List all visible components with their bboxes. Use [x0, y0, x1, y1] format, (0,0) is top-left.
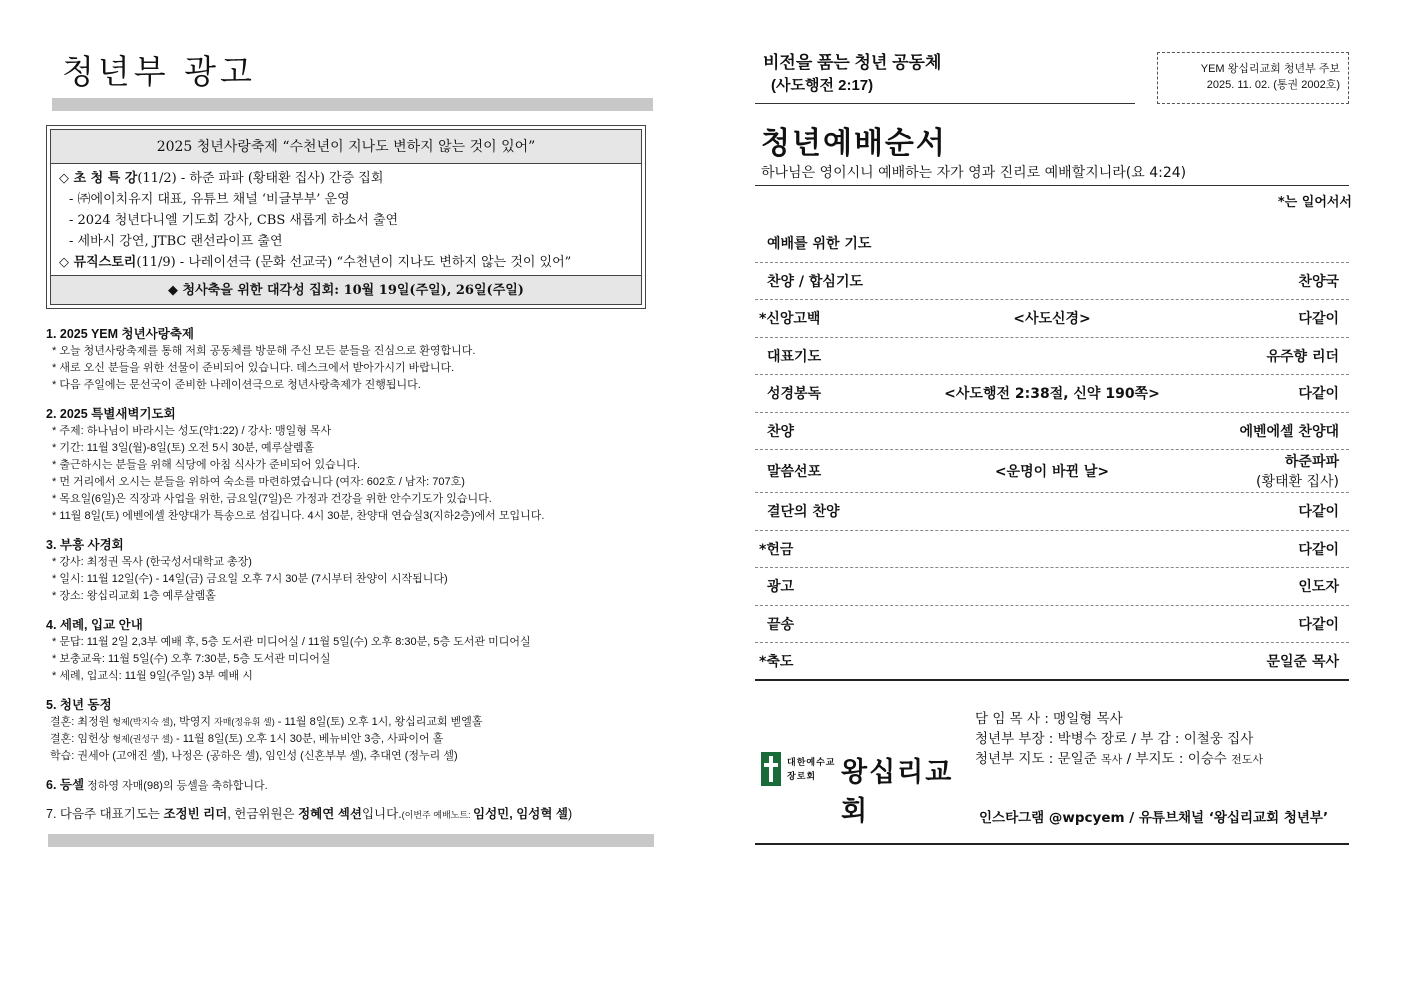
staff-text: / 부지도 : 이승수 [1122, 751, 1232, 767]
church-name: 왕십리교회 [841, 757, 954, 827]
staff-text: 청년부 지도 : 문일준 [975, 751, 1102, 767]
order-item-person: 에벤에셀 찬양대 [1239, 423, 1339, 440]
worship-note-cells: 임성민, 임성혁 셀 [473, 807, 568, 821]
order-item-person: 다같이 [1298, 541, 1339, 558]
notice-list [46, 325, 658, 823]
order-item-name: 대표기도 [767, 348, 822, 365]
notice-item: * 장소: 왕십리교회 1층 예루살렘홀 [52, 590, 216, 602]
special-lecture-item: - 세바시 강연, JTBC 랜선라이프 출연 [69, 234, 283, 249]
notice-heading: 3. 부흥 사경회 [46, 538, 124, 552]
special-lecture-item: - 2024 청년다니엘 기도회 강사, CBS 새롭게 하소서 출연 [69, 213, 399, 228]
verse-divider [755, 185, 1349, 186]
special-lecture-label: ◇ 초 청 특 강 [59, 171, 138, 186]
notice-item: * 출근하시는 분들을 위해 식당에 아침 식사가 준비되어 있습니다. [52, 459, 361, 471]
notice-heading: 2. 2025 특별새벽기도회 [46, 407, 176, 421]
notice-item: * 오늘 청년사랑축제를 통해 저희 공동체를 방문해 주신 모든 분들을 진심으로 환영합니다. [52, 345, 476, 357]
order-item-person: 찬양국 [1298, 273, 1339, 290]
next-week-text: 7. 다음주 대표기도는 [46, 807, 164, 821]
order-row [755, 493, 1349, 531]
festival-details [50, 164, 642, 275]
wedding-text: , 박영지 [172, 716, 215, 728]
revival-meeting-notice: ◆ 청사축을 위한 대각성 집회: 10월 19일(주일), 26일(주일) [50, 275, 642, 305]
music-story-line [59, 252, 633, 273]
wedding-text: 결혼: 임헌상 [50, 733, 113, 745]
order-item-person: 다같이 [1298, 616, 1339, 633]
bulletin-date: 2025. 11. 02. (통권 2002호) [1206, 79, 1340, 91]
music-story-text: (11/9) - 나레이션극 (문화 선교국) “수천년이 지나도 변하지 않는 것이 있어” [136, 255, 572, 270]
order-item-name: 말씀선포 [767, 464, 822, 480]
order-item-name: 찬양 [767, 423, 795, 440]
bulletin-name: YEM 왕십리교회 청년부 주보 [1200, 63, 1340, 75]
order-item-person [1256, 452, 1339, 492]
senior-pastor: 담 임 목 사 : 맹일형 목사 [975, 711, 1123, 727]
cross-icon [761, 752, 781, 786]
wedding-text: - 11월 8일(토) 오후 1시 30분, 베뉴비안 3층, 사파이어 홀 [172, 733, 444, 745]
special-lecture-line [59, 168, 633, 189]
notice-item: * 문답: 11월 2일 2,3부 예배 후, 5층 도서관 미디어실 / 11월 5일(수) 오후 8:30분, 5층 도서관 미디어실 [52, 636, 531, 648]
notice-item: * 새로 오신 분들을 위한 선물이 준비되어 있습니다. 데스크에서 받아가시기 바랍니다. [52, 362, 455, 374]
order-item-name: 예배를 위한 기도 [767, 236, 872, 253]
bottom-divider [48, 834, 654, 847]
order-item-person: 인도자 [1298, 579, 1339, 596]
next-week-line [46, 805, 658, 823]
staff-title: 목사 [1101, 753, 1123, 766]
order-item-person: 문일준 목사 [1266, 653, 1339, 670]
announcements-title: 청년부 광고 [62, 52, 256, 91]
special-lecture-item: - ㈜에이치유지 대표, 유튜브 채널 ‘비글부부’ 운영 [69, 192, 350, 207]
notice-item: * 11월 8일(토) 에벤에셀 찬양대가 특송으로 섬깁니다. 4시 30분, 찬양대 연습실3(지하2층)에서 모입니다. [52, 510, 545, 522]
notice-section [46, 536, 658, 605]
cell-name: 형제(박지숙 셀) [112, 717, 173, 727]
order-item-detail: <운명이 바뀐 날> [994, 464, 1110, 480]
order-item-name: 광고 [767, 579, 795, 596]
order-item-person: 다같이 [1298, 504, 1339, 521]
vision-title: 비전을 품는 청년 공동체 [763, 53, 942, 72]
order-row [755, 375, 1349, 413]
register-text: 정하영 자매(98)의 등셀을 축하합니다. [84, 780, 268, 792]
youth-leaders [975, 749, 1263, 770]
order-row [755, 568, 1349, 606]
order-row [755, 225, 1349, 263]
preacher-name: 하준파파 [1284, 454, 1339, 470]
register-line [46, 776, 658, 794]
staff-list [975, 709, 1263, 770]
notice-item: * 보충교육: 11월 5일(수) 오후 7:30분, 5층 도서관 미디어실 [52, 653, 331, 665]
festival-box [46, 125, 646, 309]
order-row [755, 606, 1349, 644]
notice-item: * 기간: 11월 3일(월)-8일(토) 오전 5시 30분, 예루살렘홀 [52, 442, 315, 454]
announcements-page [46, 48, 658, 847]
page-end-divider [755, 843, 1349, 845]
festival-heading: 2025 청년사랑축제 “수천년이 지나도 변하지 않는 것이 있어” [50, 129, 642, 164]
order-item-name: 성경봉독 [767, 386, 822, 403]
worship-order-list [755, 225, 1349, 681]
order-item-person: 유주향 리더 [1266, 348, 1339, 365]
music-story-label: ◇ 뮤직스토리 [59, 255, 137, 270]
order-item-name: 끝송 [767, 616, 795, 633]
wedding-item [46, 714, 658, 731]
next-week-text: 입니다. [361, 807, 402, 821]
notice-item: * 다음 주일에는 문선국이 준비한 나레이션극으로 청년사랑축제가 진행됩니다. [52, 379, 421, 391]
prayer-leader: 조정빈 리더 [163, 807, 228, 821]
order-item-detail: <사도신경> [1013, 311, 1091, 328]
church-logo [761, 748, 966, 827]
order-item-person: 다같이 [1298, 311, 1339, 328]
notice-section [46, 616, 658, 685]
next-week-text: ) [567, 807, 573, 821]
register-section [46, 776, 658, 794]
order-item-name: *헌금 [759, 541, 794, 558]
cell-name: 형제(권성구 셀) [112, 734, 173, 744]
youth-news-section [46, 696, 658, 765]
scripture-verse: 하나님은 영이시니 예배하는 자가 영과 진리로 예배할지니라(요 4:24) [761, 165, 1187, 181]
notice-item: * 먼 거리에서 오시는 분들을 위하여 숙소를 마련하였습니다 (여자: 602호 / 남자: 707호) [52, 476, 465, 488]
order-item-name: 찬양 / 합심기도 [767, 273, 864, 290]
order-row [755, 300, 1349, 338]
vision-reference: (사도행전 2:17) [771, 77, 874, 94]
special-lecture-text: (11/2) - 하준 파파 (황태환 집사) 간증 집회 [137, 171, 384, 186]
order-item-name: *신앙고백 [759, 311, 821, 328]
order-item-name: *축도 [759, 653, 794, 670]
notice-item: * 세례, 입교식: 11월 9일(주일) 3부 예배 시 [52, 670, 253, 682]
wedding-text: 결혼: 최정원 [50, 716, 113, 728]
order-row [755, 263, 1349, 301]
notice-section [46, 325, 658, 394]
social-links: 인스타그램 @wpcyem / 유튜브채널 ‘왕십리교회 청년부’ [979, 810, 1329, 826]
order-row [755, 643, 1349, 681]
standing-note: *는 일어서서 [1277, 195, 1352, 210]
order-row [755, 413, 1349, 451]
title-divider [52, 98, 653, 111]
notice-item: * 주제: 하나님이 바라시는 성도(약1:22) / 강사: 맹일형 목사 [52, 425, 332, 437]
wedding-item [46, 731, 658, 748]
bulletin-issue-box [1157, 52, 1349, 104]
order-row [755, 338, 1349, 376]
order-item-person: 다같이 [1298, 386, 1339, 403]
order-row [755, 531, 1349, 569]
cell-name: 자매(정유휘 셀) [214, 717, 275, 727]
next-week-section [46, 805, 658, 823]
order-row [755, 450, 1349, 493]
wedding-text: - 11월 8일(토) 오후 1시, 왕십리교회 벧엘홀 [274, 716, 483, 728]
preacher-title: (황태환 집사) [1256, 474, 1339, 490]
register-label: 6. 등셀 [46, 778, 85, 792]
notice-heading: 4. 세례, 입교 안내 [46, 618, 143, 632]
order-item-name: 결단의 찬양 [767, 504, 840, 521]
worship-note-label: (이번주 예배노트: [401, 810, 474, 820]
notice-heading: 5. 청년 동정 [46, 698, 112, 712]
study-item: 학습: 권세아 (고애진 셀), 나정은 (공하은 셀), 임인성 (신혼부부 셀), 추대연 (정누리 셀) [50, 750, 458, 762]
youth-dept-head: 청년부 부장 : 박병수 장로 / 부 감 : 이철웅 집사 [975, 731, 1254, 747]
notice-item: * 목요일(6일)은 직장과 사업을 위한, 금요일(7일)은 가정과 건강을 위한 안수기도가 있습니다. [52, 493, 492, 505]
notice-section [46, 405, 658, 525]
denomination-name: 대한예수교 장로회 [787, 758, 836, 782]
staff-title: 전도사 [1231, 753, 1264, 766]
vision-header [755, 48, 1135, 104]
notice-heading: 1. 2025 YEM 청년사랑축제 [46, 327, 194, 341]
next-week-text: , 헌금위원은 [227, 807, 299, 821]
notice-item: * 일시: 11월 12일(수) - 14일(금) 금요일 오후 7시 30분 (7시부터 찬양이 시작됩니다) [52, 573, 448, 585]
offering-team: 정혜연 섹션 [298, 807, 362, 821]
worship-order-title: 청년예배순서 [761, 126, 947, 161]
notice-item: * 강사: 최정권 목사 (한국성서대학교 총장) [52, 556, 252, 568]
order-item-detail: <사도행전 2:38절, 신약 190쪽> [944, 386, 1160, 403]
